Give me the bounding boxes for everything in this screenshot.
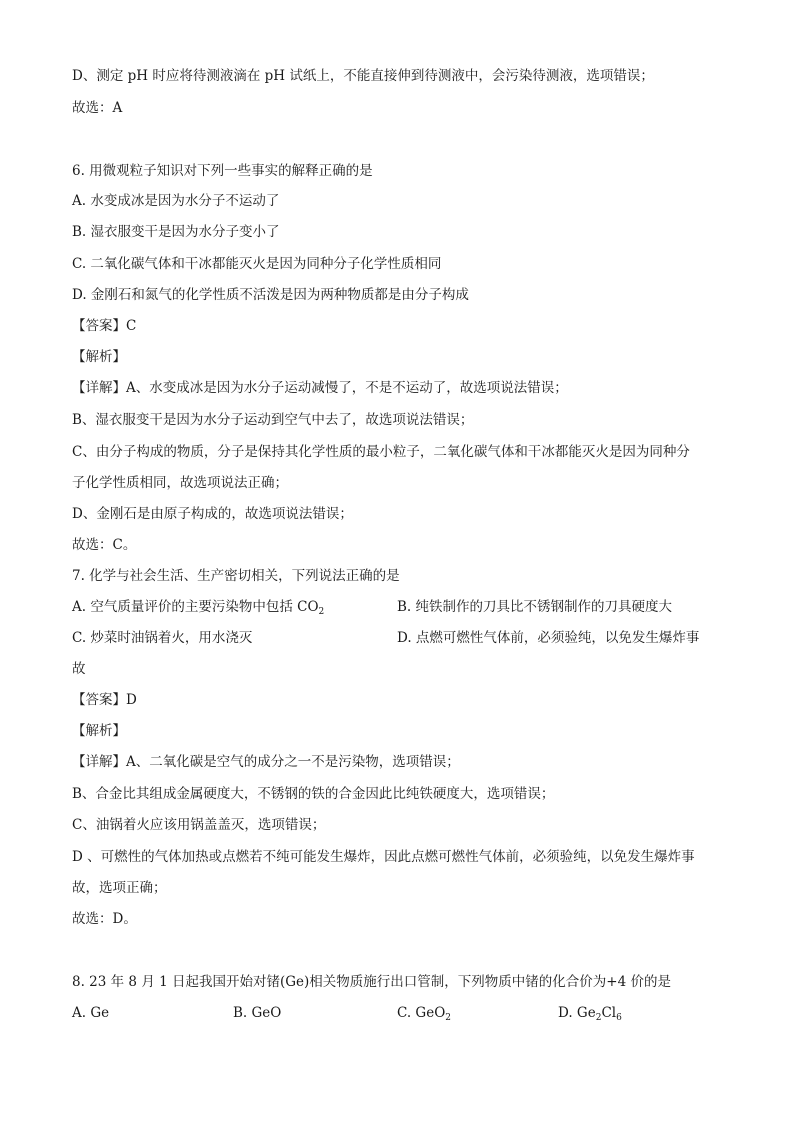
q8-stem: 8. 23 年 8 月 1 日起我国开始对锗(Ge)相关物质施行出口管制，下列物质中锗的化合价为+4 价的是 <box>72 974 671 990</box>
q7-option-d-continued: 故 <box>72 661 86 677</box>
q6-detail-line: 故选：C。 <box>72 537 137 553</box>
q6-option-c: C. 二氧化碳气体和干冰都能灭火是因为同种分子化学性质相同 <box>72 256 442 272</box>
q7-analysis-label: 【解析】 <box>72 723 126 739</box>
q7-detail-line: 故，选项正确； <box>72 880 167 896</box>
q7-detail-line: C、油锅着火应该用锅盖盖灭，选项错误； <box>72 817 326 833</box>
q5-option-d-explanation: D、测定 pH 时应将待测液滴在 pH 试纸上，不能直接伸到待测液中，会污染待测液，选项错误； <box>72 68 654 84</box>
q6-option-d: D. 金刚石和氮气的化学性质不活泼是因为两种物质都是由分子构成 <box>72 287 469 303</box>
q7-detail-line: B、合金比其组成金属硬度大，不锈钢的铁的合金因此比纯铁硬度大，选项错误； <box>72 786 555 802</box>
q7-option-c: C. 炒菜时油锅着火，用水浇灭 <box>72 630 253 646</box>
q5-answer-choice: 故选：A <box>72 100 123 116</box>
q7-option-a: A. 空气质量评价的主要污染物中包括 $CO_2$ <box>72 599 325 617</box>
q6-detail-line: C、由分子构成的物质，分子是保持其化学性质的最小粒子，二氧化碳气体和干冰都能灭火是因为同种分 <box>72 444 690 460</box>
q7-detail-line: D 、可燃性的气体加热或点燃若不纯可能发生爆炸，因此点燃可燃性气体前，必须验纯，以免发生爆炸事 <box>72 849 695 865</box>
q8-option-c: C. GeO$_2$ <box>397 1005 452 1023</box>
q6-detail-line: 子化学性质相同，故选项说法正确； <box>72 475 288 491</box>
q6-answer-label: 【答案】C <box>72 318 137 334</box>
q7-detail-line: 故选：D。 <box>72 911 137 927</box>
q8-option-d: D. $Ge_2Cl_6$ <box>558 1005 622 1023</box>
q6-detail-line: 【详解】A、水变成冰是因为水分子运动减慢了，不是不运动了，故选项说法错误； <box>72 380 568 396</box>
q6-detail-line: D、金刚石是由原子构成的，故选项说法错误； <box>72 506 353 522</box>
q7-detail-line: 【详解】A、二氧化碳是空气的成分之一不是污染物，选项错误； <box>72 754 460 770</box>
q6-option-a: A. 水变成冰是因为水分子不运动了 <box>72 193 280 209</box>
q8-option-b: B. GeO <box>233 1005 282 1021</box>
q8-option-a: A. Ge <box>72 1005 110 1021</box>
q6-analysis-label: 【解析】 <box>72 349 126 365</box>
q7-stem: 7. 化学与社会生活、生产密切相关，下列说法正确的是 <box>72 568 400 584</box>
q6-stem: 6. 用微观粒子知识对下列一些事实的解释正确的是 <box>72 163 373 179</box>
q6-option-b: B. 湿衣服变干是因为水分子变小了 <box>72 224 280 240</box>
q7-option-d: D. 点燃可燃性气体前，必须验纯，以免发生爆炸事 <box>397 630 700 646</box>
q6-detail-line: B、湿衣服变干是因为水分子运动到空气中去了，故选项说法错误； <box>72 412 474 428</box>
q7-option-b: B. 纯铁制作的刀具比不锈钢制作的刀具硬度大 <box>397 599 673 615</box>
q7-answer-label: 【答案】D <box>72 692 137 708</box>
